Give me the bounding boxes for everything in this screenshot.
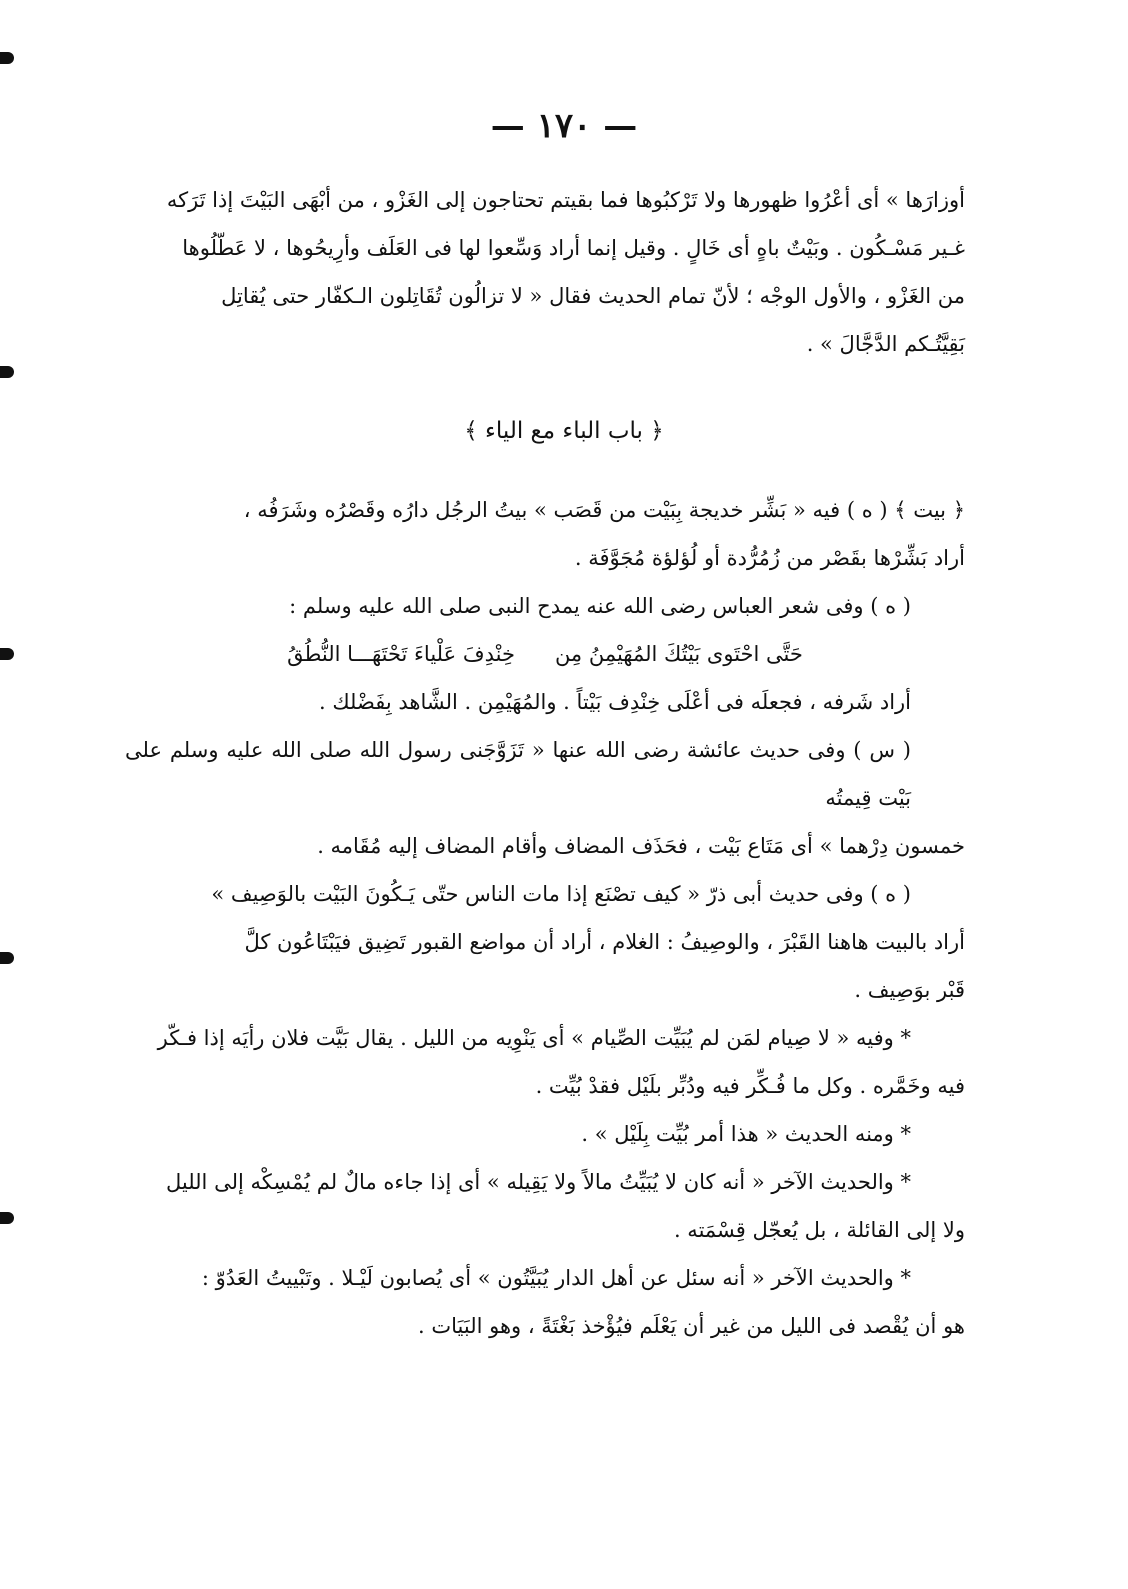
- poem-hemistich: خِنْدِفَ عَلْياءَ تَحْتَهَـــا النُّطُقُ: [287, 642, 515, 666]
- top-paragraph: [125, 176, 965, 368]
- text-line: قَبْر بوَصِيف .: [854, 978, 965, 1002]
- text-line: فيه وخَمَّره . وكل ما فُـكِّر فيه ودُبِّر بلَيْل فقدْ بُيِّت .: [535, 1074, 965, 1098]
- text-line: ﴿ بيت ﴾ ( ه ) فيه « بَشِّر خديجة بِبَيْت من قَصَب » بيتُ الرجُل دارُه وقَصْرُه وشَرَفُه ،: [243, 498, 965, 522]
- poem-verse: [125, 630, 965, 678]
- entry-poem-gloss: [125, 678, 965, 726]
- binding-mark: [0, 648, 14, 660]
- binding-mark: [0, 952, 14, 964]
- poem-hemistich: حَتَّى احْتَوى بَيْتُكَ المُهَيْمِنُ مِن: [554, 642, 803, 666]
- entries-body: [125, 486, 965, 1350]
- text-line: * ومنه الحديث « هذا أمر بُيِّت بِلَيْل » .: [581, 1122, 911, 1146]
- binding-mark: [0, 366, 14, 378]
- binding-mark: [0, 52, 14, 64]
- entry-siyam: [125, 1014, 965, 1110]
- text-line: ولا إلى القائلة ، بل يُعجّل قِسْمَته .: [673, 1218, 965, 1242]
- entry-bayt: [125, 486, 965, 582]
- text-line: غـير مَسْـكُون . وبَيْتٌ باهٍ أى خَالٍ . وقيل إنما أراد وَسِّعوا لها فى العَلَف وأرِيحُوها ، لا عَطّلُوها: [182, 236, 965, 260]
- text-line: أراد شَرفه ، فجعلَه فى أعْلَى خِنْدِف بَيْتاً . والمُهَيْمِن . الشَّاهد بِفَضْلك .: [319, 690, 911, 714]
- text-line: أوزارَها » أى أعْرُوا ظهورها ولا تَرْكبُوها فما بقيتم تحتاجون إلى الغَزْو ، من أبْهَى البَيْتَ إذا تَرَكه: [166, 188, 965, 212]
- text-line: ( س ) وفى حديث عائشة رضى الله عنها « تَزَوَّجَنى رسول الله صلى الله عليه وسلم على بَيْت قِيمتُه: [125, 738, 911, 810]
- text-line: من الغَزْو ، والأول الوجْه ؛ لأنّ تمام الحديث فقال « لا تزالُون تُقَاتِلون الـكفّار حتى يُقاتِل: [221, 284, 965, 308]
- entry-abbas-poem-intro: [125, 582, 965, 630]
- text-line: أراد بَشِّرْها بقَصْر من زُمُرُّدة أو لُؤلؤة مُجَوَّفَة .: [574, 546, 965, 570]
- text-line: * والحديث الآخر « أنه سئل عن أهل الدار يُبَيَّتُون » أى يُصابون لَيْـلا . وتَبْييتُ العَدُوّ :: [201, 1266, 911, 1290]
- entry-abu-dharr: [125, 870, 965, 1014]
- text-line: بَقِيَّتُـكم الدَّجَّالَ » .: [806, 332, 965, 356]
- entry-yubayyatun: [125, 1254, 965, 1350]
- text-line: خمسون دِرْهما » أى مَتَاع بَيْت ، فحَذَف المضاف وأقام المضاف إليه مُقَامه .: [317, 834, 965, 858]
- entry-aisha: [125, 726, 965, 870]
- entry-la-yubayyit: [125, 1158, 965, 1254]
- text-line: * والحديث الآخر « أنه كان لا يُبَيِّتُ مالاً ولا يَقِيله » أى إذا جاءه مالٌ لم يُمْسِكْه إلى الليل: [165, 1170, 911, 1194]
- text-line: * وفيه « لا صِيام لمَن لم يُبَيِّت الصِّيام » أى يَنْوِيه من الليل . يقال بَيَّت فلان رأيَه إذا فـكّر: [157, 1026, 911, 1050]
- entry-amr-buyyita: [125, 1110, 965, 1158]
- text-line: هو أن يُقْصد فى الليل من غير أن يَعْلَم فيُؤْخذ بَغْتَةً ، وهو البَيَات .: [418, 1314, 965, 1338]
- text-line: ( ه ) وفى حديث أبى ذرّ « كيف تصْنَع إذا مات الناس حتّى يَـكُونَ البَيْت بالوَصِيف »: [211, 882, 911, 906]
- text-line: ( ه ) وفى شعر العباس رضى الله عنه يمدح النبى صلى الله عليه وسلم :: [289, 594, 911, 618]
- text-line: أراد بالبيت هاهنا القَبْرَ ، والوصِيفُ : الغلام ، أراد أن مواضع القبور تَضِيق فيَبْتَاعُون كلَّ: [244, 930, 965, 954]
- page-number: — ١٧٠ —: [490, 106, 638, 146]
- binding-mark: [0, 1212, 14, 1224]
- section-heading: ﴿ باب الباء مع الياء ﴾: [464, 418, 664, 444]
